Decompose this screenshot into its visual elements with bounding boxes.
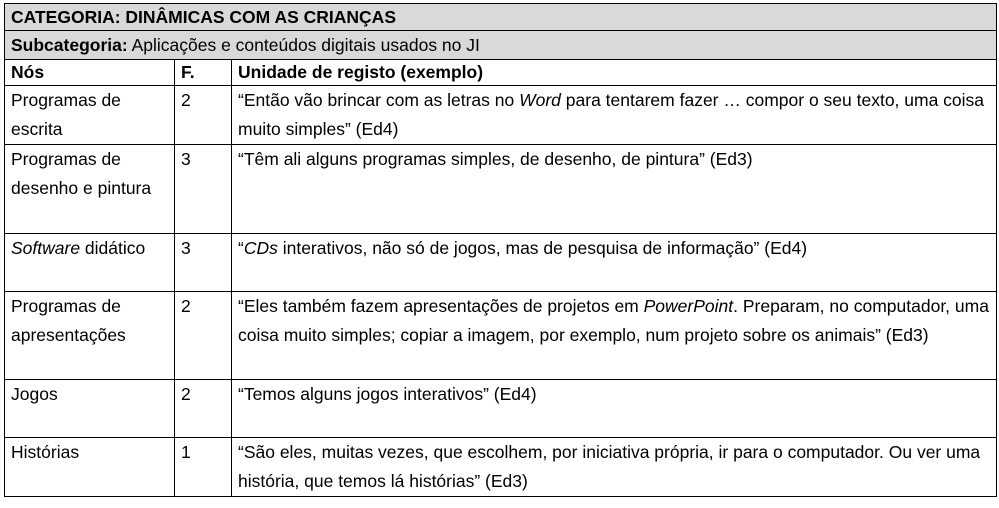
table-row	[5, 234, 997, 292]
header-row	[5, 60, 997, 86]
category-title-row	[5, 4, 997, 31]
freq-cell: 3	[175, 234, 232, 292]
subcategory-row	[5, 31, 997, 60]
quote-text: para tentarem fazer … compor o seu texto, uma coisa muito simples” (Ed4)	[238, 90, 985, 139]
table-row	[5, 380, 997, 438]
quote-cell: “São eles, muitas vezes, que escolhem, por iniciativa própria, ir para o computador. Ou ver uma história, que temos lá histórias” (Ed3)	[232, 438, 997, 497]
quote-cell	[232, 234, 997, 292]
freq-cell: 2	[175, 292, 232, 380]
quote-text: . Preparam, no computador, uma coisa muito simples; copiar a imagem, por exemplo, num projeto sobre os animais” (Ed3)	[238, 296, 989, 345]
quote-italic: Word	[519, 90, 561, 110]
table-row	[5, 145, 997, 234]
subcategory-label: Subcategoria:	[11, 35, 128, 55]
freq-cell: 1	[175, 438, 232, 497]
node-text: didático	[80, 238, 146, 258]
node-cell: Histórias	[5, 438, 175, 497]
subcategory-cell	[5, 31, 997, 60]
freq-cell: 3	[175, 145, 232, 234]
quote-cell	[232, 292, 997, 380]
node-italic: Software	[11, 238, 81, 258]
header-unit: Unidade de registo (exemplo)	[232, 60, 997, 86]
freq-cell: 2	[175, 86, 232, 145]
quote-cell	[232, 86, 997, 145]
header-nodes: Nós	[5, 60, 175, 86]
category-table	[4, 3, 997, 497]
node-cell: Programas de escrita	[5, 86, 175, 145]
node-cell: Programas de apresentações	[5, 292, 175, 380]
quote-cell: “Temos alguns jogos interativos” (Ed4)	[232, 380, 997, 438]
subcategory-value: Aplicações e conteúdos digitais usados no JI	[127, 35, 480, 55]
category-title: CATEGORIA: DINÂMICAS COM AS CRIANÇAS	[5, 4, 997, 31]
quote-cell: “Têm ali alguns programas simples, de desenho, de pintura” (Ed3)	[232, 145, 997, 234]
table-row	[5, 438, 997, 497]
quote-text: “	[238, 238, 244, 258]
quote-text: interativos, não só de jogos, mas de pesquisa de informação” (Ed4)	[277, 238, 808, 258]
quote-text: “Eles também fazem apresentações de projetos em	[238, 296, 644, 316]
table-row	[5, 86, 997, 145]
quote-italic: CDs	[243, 238, 278, 258]
header-frequency: F.	[175, 60, 232, 86]
node-cell	[5, 234, 175, 292]
quote-text: “Então vão brincar com as letras no	[238, 90, 520, 110]
node-cell: Jogos	[5, 380, 175, 438]
freq-cell: 2	[175, 380, 232, 438]
table-row	[5, 292, 997, 380]
node-cell: Programas de desenho e pintura	[5, 145, 175, 234]
quote-italic: PowerPoint	[643, 296, 734, 316]
